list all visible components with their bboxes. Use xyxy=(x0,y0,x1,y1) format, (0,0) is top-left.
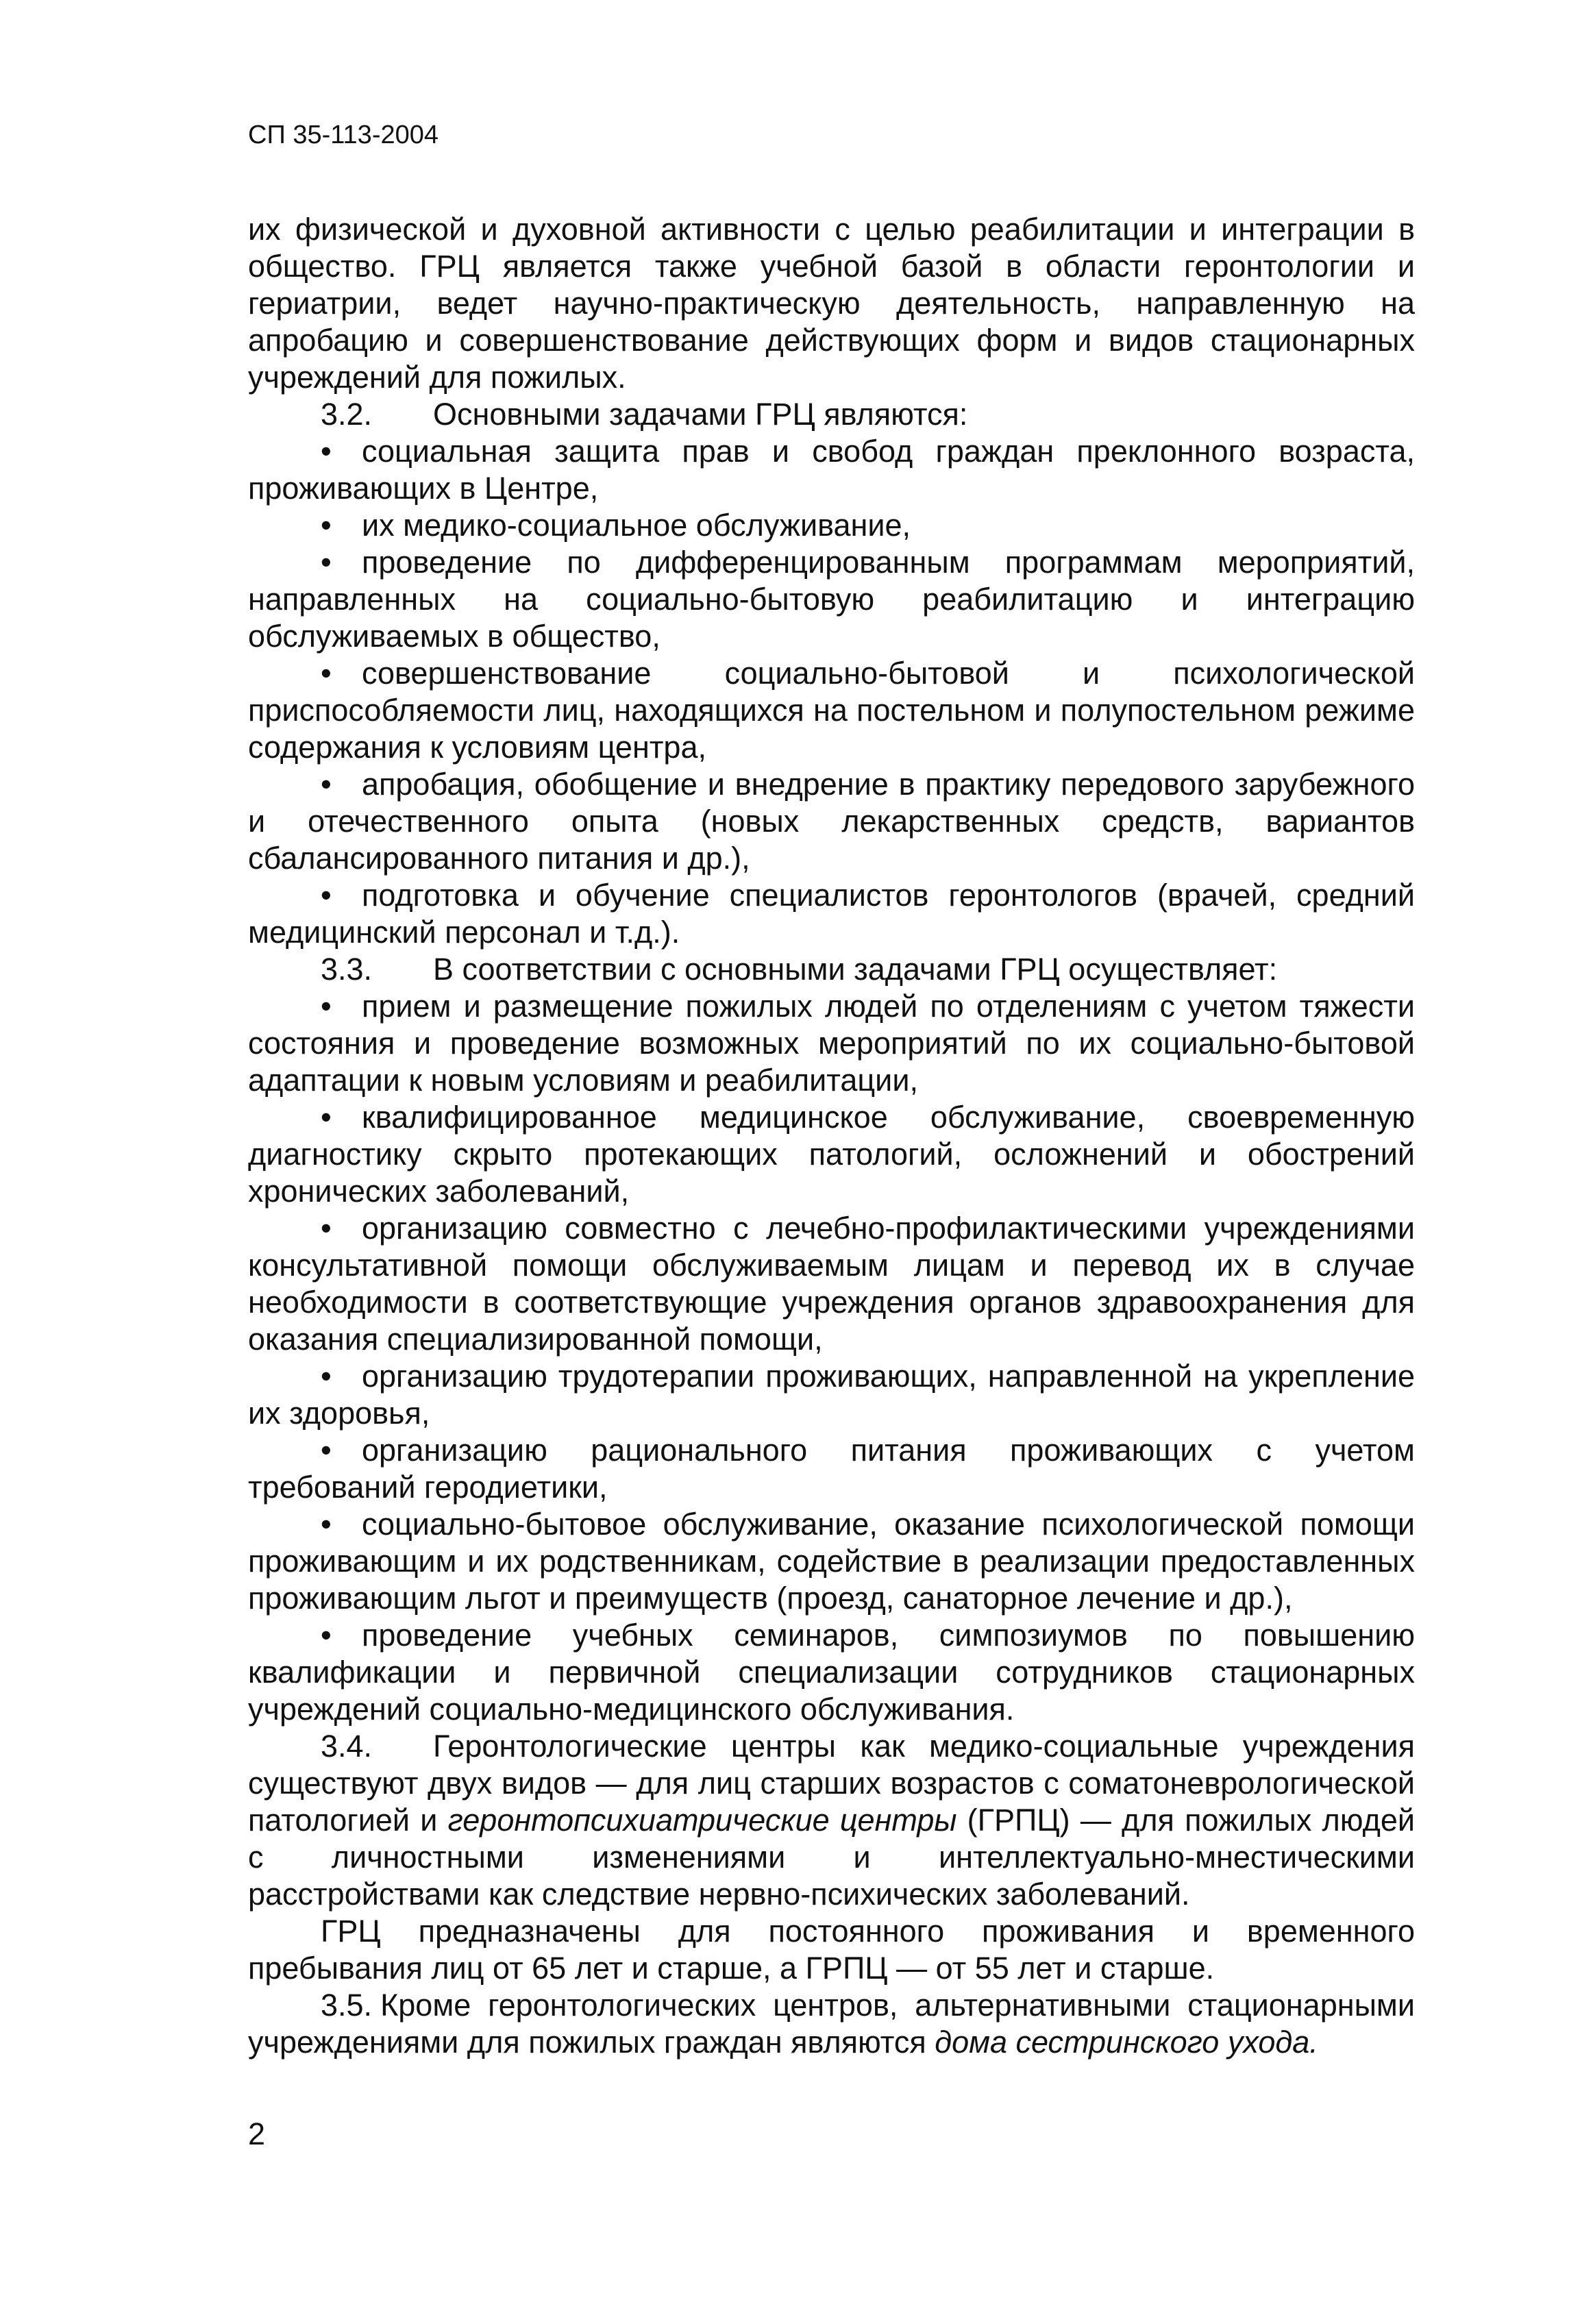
bullet-item: • социально-бытовое обслуживание, оказание психологической помощи проживающим и их родственникам, содействие в реализации предоставленных проживающим льгот и преимуществ (проезд, санаторное лечение и др.), xyxy=(248,1506,1415,1617)
section-italic-term: геронтопсихиатрические центры xyxy=(447,1803,957,1838)
section-lead: Основными задачами ГРЦ являются: xyxy=(433,397,968,432)
bullet-item: • проведение учебных семинаров, симпозиумов по повышению квалификации и первичной специализации сотрудников стационарных учреждений социально-медицинского обслуживания. xyxy=(248,1617,1415,1728)
section-lead: В соответствии с основными задачами ГРЦ осуществляет: xyxy=(433,952,1278,987)
section-number: 3.4. xyxy=(321,1729,373,1764)
section-3-5-paragraph xyxy=(248,1987,1415,2061)
section-3-2-heading xyxy=(248,396,1415,433)
bullet-item: • социальная защита прав и свобод граждан преклонного возраста, проживающих в Центре, xyxy=(248,433,1415,507)
bullet-item: • подготовка и обучение специалистов геронтологов (врачей, средний медицинский персонал и т.д.). xyxy=(248,877,1415,951)
bullet-item: • проведение по дифференцированным программам мероприятий, направленных на социально-бытовую реабилитацию и интеграцию обслуживаемых в общество, xyxy=(248,544,1415,655)
section-text: Кроме геронтологических центров, альтернативными стационарными учреждениями для пожилых граждан являются xyxy=(248,1988,1415,2060)
document-body xyxy=(248,211,1415,2061)
bullet-item: • организацию трудотерапии проживающих, направленной на укрепление их здоровья, xyxy=(248,1358,1415,1432)
bullet-item: • организацию рационального питания проживающих с учетом требований геродиетики, xyxy=(248,1432,1415,1506)
section-italic-term: дома сестринского ухода. xyxy=(935,2025,1318,2060)
section-text: (ГРПЦ) — для пожилых людей с личностными изменениями и интеллектуально-мнестическими расстройствами как следствие нервно-психических заболеваний. xyxy=(248,1803,1415,1912)
section-number: 3.3. xyxy=(321,952,373,987)
bullet-item: • апробация, обобщение и внедрение в практику передового зарубежного и отечественного опыта (новых лекарственных средств, вариантов сбалансированного питания и др.), xyxy=(248,766,1415,877)
section-text: Геронтологические центры как медико-социальные учреждения существуют двух видов — для лиц старших возрастов с соматоневрологической патологией и xyxy=(248,1729,1415,1838)
page-number: 2 xyxy=(248,2116,266,2151)
paragraph-grc-ages: ГРЦ предназначены для постоянного проживания и временного пребывания лиц от 65 лет и старше, а ГРПЦ — от 55 лет и старше. xyxy=(248,1914,1415,1986)
document-code: СП 35-113-2004 xyxy=(248,121,439,149)
bullet-item: • их медико-социальное обслуживание, xyxy=(248,507,1415,544)
bullet-item: • организацию совместно с лечебно-профилактическими учреждениями консультативной помощи обслуживаемым лицам и перевод их в случае необходимости в соответствующие учреждения органов здравоохранения для оказания специализированной помощи, xyxy=(248,1210,1415,1358)
section-3-3-heading xyxy=(248,951,1415,988)
section-3-4-paragraph xyxy=(248,1728,1415,1913)
bullet-item: • прием и размещение пожилых людей по отделениям с учетом тяжести состояния и проведение возможных мероприятий по их социально-бытовой адаптации к новым условиям и реабилитации, xyxy=(248,988,1415,1099)
paragraph-intro: их физической и духовной активности с целью реабилитации и интеграции в общество. ГРЦ является также учебной базой в области геронтологии и гериатрии, ведет научно-практическую деятельность, направленную на апробацию и совершенствование действующих форм и видов стационарных учреждений для пожилых. xyxy=(248,212,1415,395)
section-number: 3.2. xyxy=(321,397,373,432)
section-number: 3.5. xyxy=(321,1988,373,2023)
bullet-item: • совершенствование социально-бытовой и психологической приспособляемости лиц, находящихся на постельном и полупостельном режиме содержания к условиям центра, xyxy=(248,655,1415,766)
bullet-item: • квалифицированное медицинское обслуживание, своевременную диагностику скрыто протекающих патологий, осложнений и обострений хронических заболеваний, xyxy=(248,1099,1415,1210)
